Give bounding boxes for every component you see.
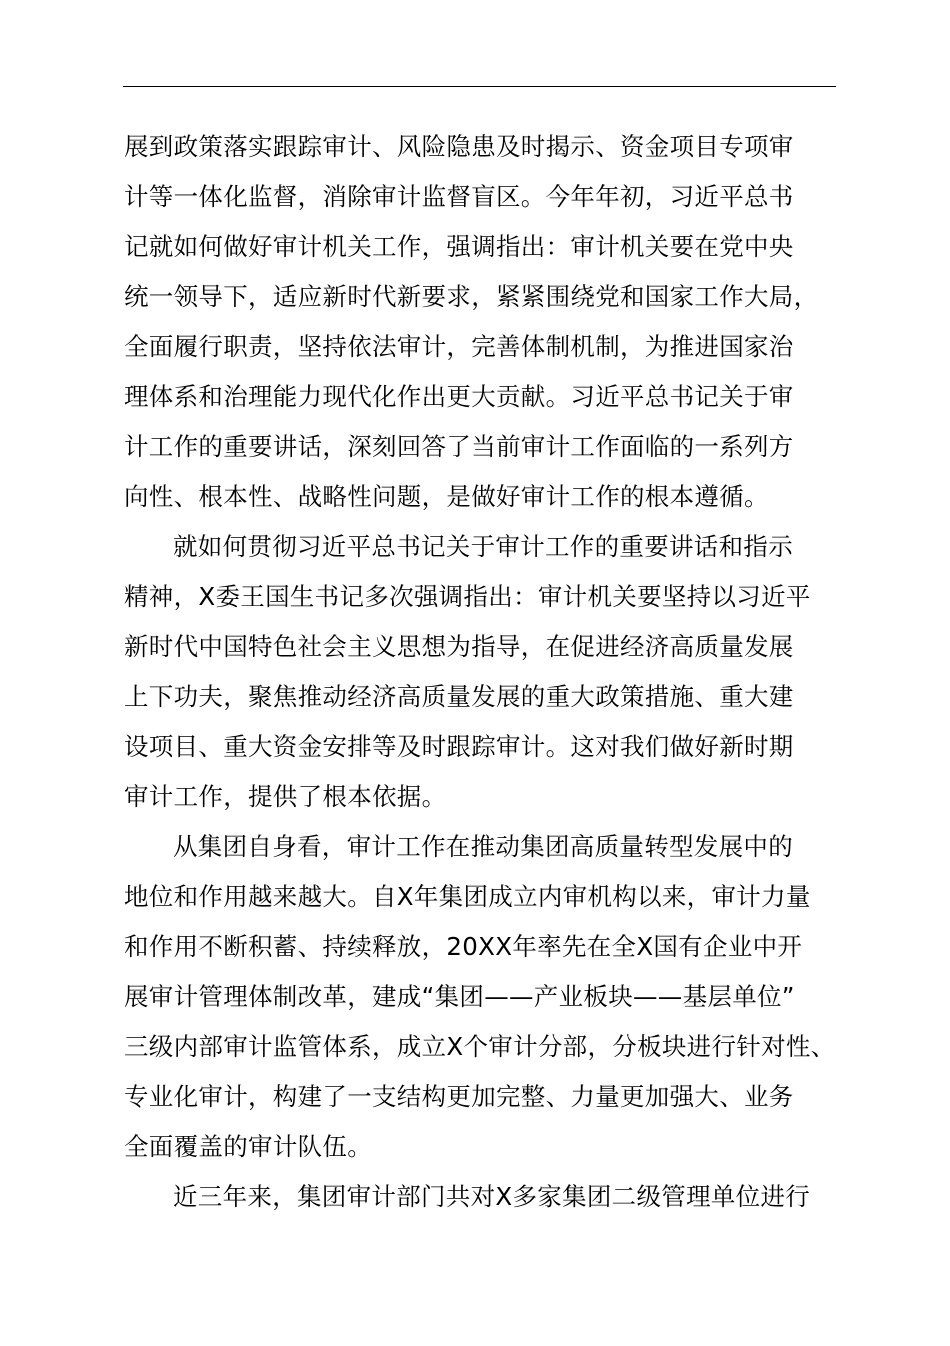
text-line: 全面履行职责，坚持依法审计，完善体制机制，为推进国家治 — [124, 332, 794, 361]
paragraph-first-line: 近三年来，集团审计部门共对X多家集团二级管理单位进行 — [173, 1182, 811, 1211]
text-line: 展到政策落实跟踪审计、风险隐患及时揭示、资金项目专项审 — [124, 132, 794, 161]
header-rule — [123, 86, 836, 87]
text-line: 审计工作，提供了根本依据。 — [124, 782, 447, 811]
text-line: 地位和作用越来越大。自X年集团成立内审机构以来，审计力量 — [124, 882, 811, 911]
text-line: 向性、根本性、战略性问题，是做好审计工作的根本遵循。 — [124, 482, 769, 511]
paragraph-first-line: 就如何贯彻习近平总书记关于审计工作的重要讲话和指示 — [173, 532, 793, 561]
text-line: 理体系和治理能力现代化作出更大贡献。习近平总书记关于审 — [124, 382, 794, 411]
text-line: 和作用不断积蓄、持续释放，20XX年率先在全X国有企业中开 — [124, 932, 803, 961]
text-line: 设项目、重大资金安排等及时跟踪审计。这对我们做好新时期 — [124, 732, 794, 761]
text-line: 计等一体化监督，消除审计监督盲区。今年年初，习近平总书 — [124, 182, 794, 211]
text-line: 展审计管理体制改革，建成“集团——产业板块——基层单位” — [124, 982, 795, 1011]
text-line: 精神，X委王国生书记多次强调指出：审计机关要坚持以习近平 — [124, 582, 811, 611]
text-line: 上下功夫，聚焦推动经济高质量发展的重大政策措施、重大建 — [124, 682, 794, 711]
text-line: 计工作的重要讲话，深刻回答了当前审计工作面临的一系列方 — [124, 432, 794, 461]
text-line: 新时代中国特色社会主义思想为指导，在促进经济高质量发展 — [124, 632, 794, 661]
text-line: 三级内部审计监管体系，成立X个审计分部，分板块进行针对性、 — [124, 1032, 836, 1061]
text-line: 专业化审计，构建了一支结构更加完整、力量更加强大、业务 — [124, 1082, 794, 1111]
text-line: 全面覆盖的审计队伍。 — [124, 1132, 372, 1161]
text-line: 统一领导下，适应新时代新要求，紧紧围绕党和国家工作大局， — [124, 282, 819, 311]
paragraph-first-line: 从集团自身看，审计工作在推动集团高质量转型发展中的 — [173, 832, 793, 861]
text-line: 记就如何做好审计机关工作，强调指出：审计机关要在党中央 — [124, 232, 794, 261]
document-body — [124, 122, 844, 1222]
